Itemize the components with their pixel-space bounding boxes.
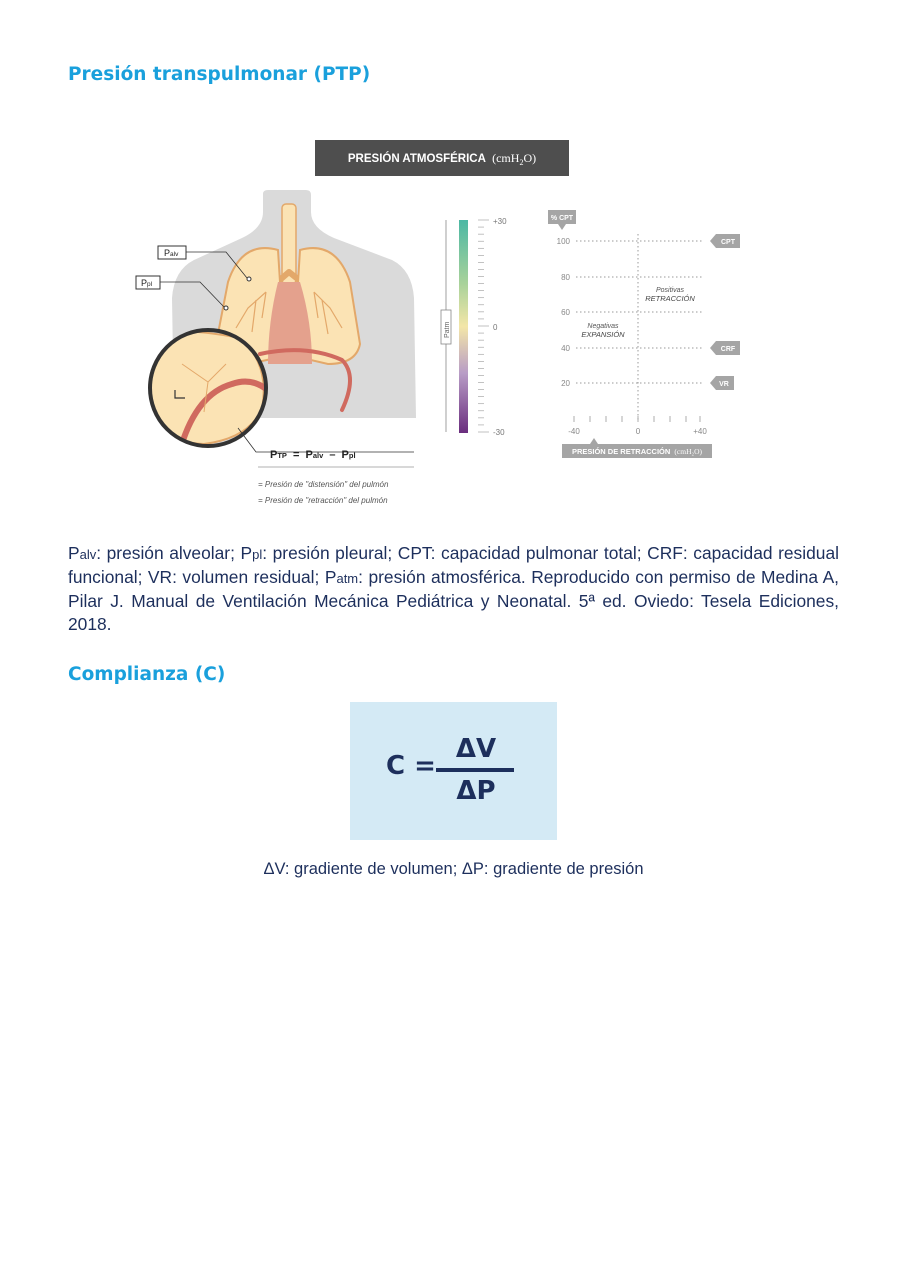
- svg-text:CRF: CRF: [720, 346, 736, 353]
- formula-lhs: C =: [386, 751, 436, 781]
- scale-mid-label: 0: [493, 323, 498, 332]
- formula-numerator: ΔV: [455, 734, 497, 764]
- formula-denominator: ΔP: [456, 776, 496, 806]
- y-tick-100: 100: [556, 237, 570, 246]
- y-tick-20: 20: [561, 379, 570, 388]
- svg-text:Palv: Palv: [164, 248, 179, 258]
- scale-bottom-label: -30: [493, 428, 505, 437]
- atmospheric-pressure-header: [315, 140, 569, 176]
- note-distension: = Presión de "distensión" del pulmón: [258, 480, 389, 489]
- transpulmonary-pressure-figure: [130, 132, 770, 517]
- section-title-compliance: Complianza (C): [68, 664, 226, 685]
- x-tick-plus40: +40: [693, 427, 707, 436]
- chart-ylabel: % CPT: [550, 215, 574, 222]
- pressure-scale: [441, 217, 507, 437]
- svg-text:PRESIÓN ATMOSFÉRICA (cmH: PRESIÓN ATMOSFÉRICA (cmH$_2$O): [347, 151, 537, 167]
- tag-vr: [710, 376, 734, 390]
- patm-label: Patm: [444, 321, 451, 338]
- expansion-label: EXPANSIÓN: [581, 330, 625, 339]
- scale-top-label: +30: [493, 217, 507, 226]
- tag-cpt: [710, 234, 740, 248]
- volume-pressure-chart: [548, 210, 740, 458]
- y-tick-60: 60: [561, 308, 570, 317]
- formula-caption: ΔV: gradiente de volumen; ΔP: gradiente de presión: [263, 860, 644, 878]
- note-retraction: = Presión de "retracción" del pulmón: [258, 496, 388, 505]
- section-title-ptp: Presión transpulmonar (PTP): [68, 64, 371, 85]
- fraction-bar: [436, 768, 514, 772]
- x-tick-minus40: -40: [568, 427, 580, 436]
- svg-text:Ppl: Ppl: [141, 278, 153, 288]
- figure-caption: Palv: presión alveolar; Ppl: presión pleural; CPT: capacidad pulmonar total; CRF: capacidad residual funcional; VR: volumen residual; Patm: presión atmosférica. Reproducido con permiso de Medina A, Pilar J. Manual de Ventilación Mecánica Pediátrica y Neonatal. 5ª ed. Oviedo: Tesela Ediciones, 2018.: [68, 543, 840, 634]
- svg-text:VR: VR: [719, 381, 729, 388]
- chart-xlabel: [562, 438, 712, 458]
- retraction-label: RETRACCIÓN: [645, 294, 695, 303]
- y-tick-80: 80: [561, 273, 570, 282]
- ptp-formula: [258, 449, 414, 505]
- compliance-formula: [350, 702, 557, 840]
- y-tick-40: 40: [561, 344, 570, 353]
- positive-label: Positivas: [655, 287, 685, 294]
- tag-crf: [710, 341, 740, 355]
- svg-text:CPT: CPT: [721, 239, 735, 246]
- svg-text:PRESIÓN DE RETRACCIÓN: PRESIÓN DE RETRACCIÓN (cmH₂O): [571, 447, 703, 456]
- svg-text:PTP = Palv –: PTP = Palv – Ppl: [270, 449, 356, 461]
- negative-label: Negativas: [587, 323, 619, 330]
- x-tick-0: 0: [635, 427, 641, 436]
